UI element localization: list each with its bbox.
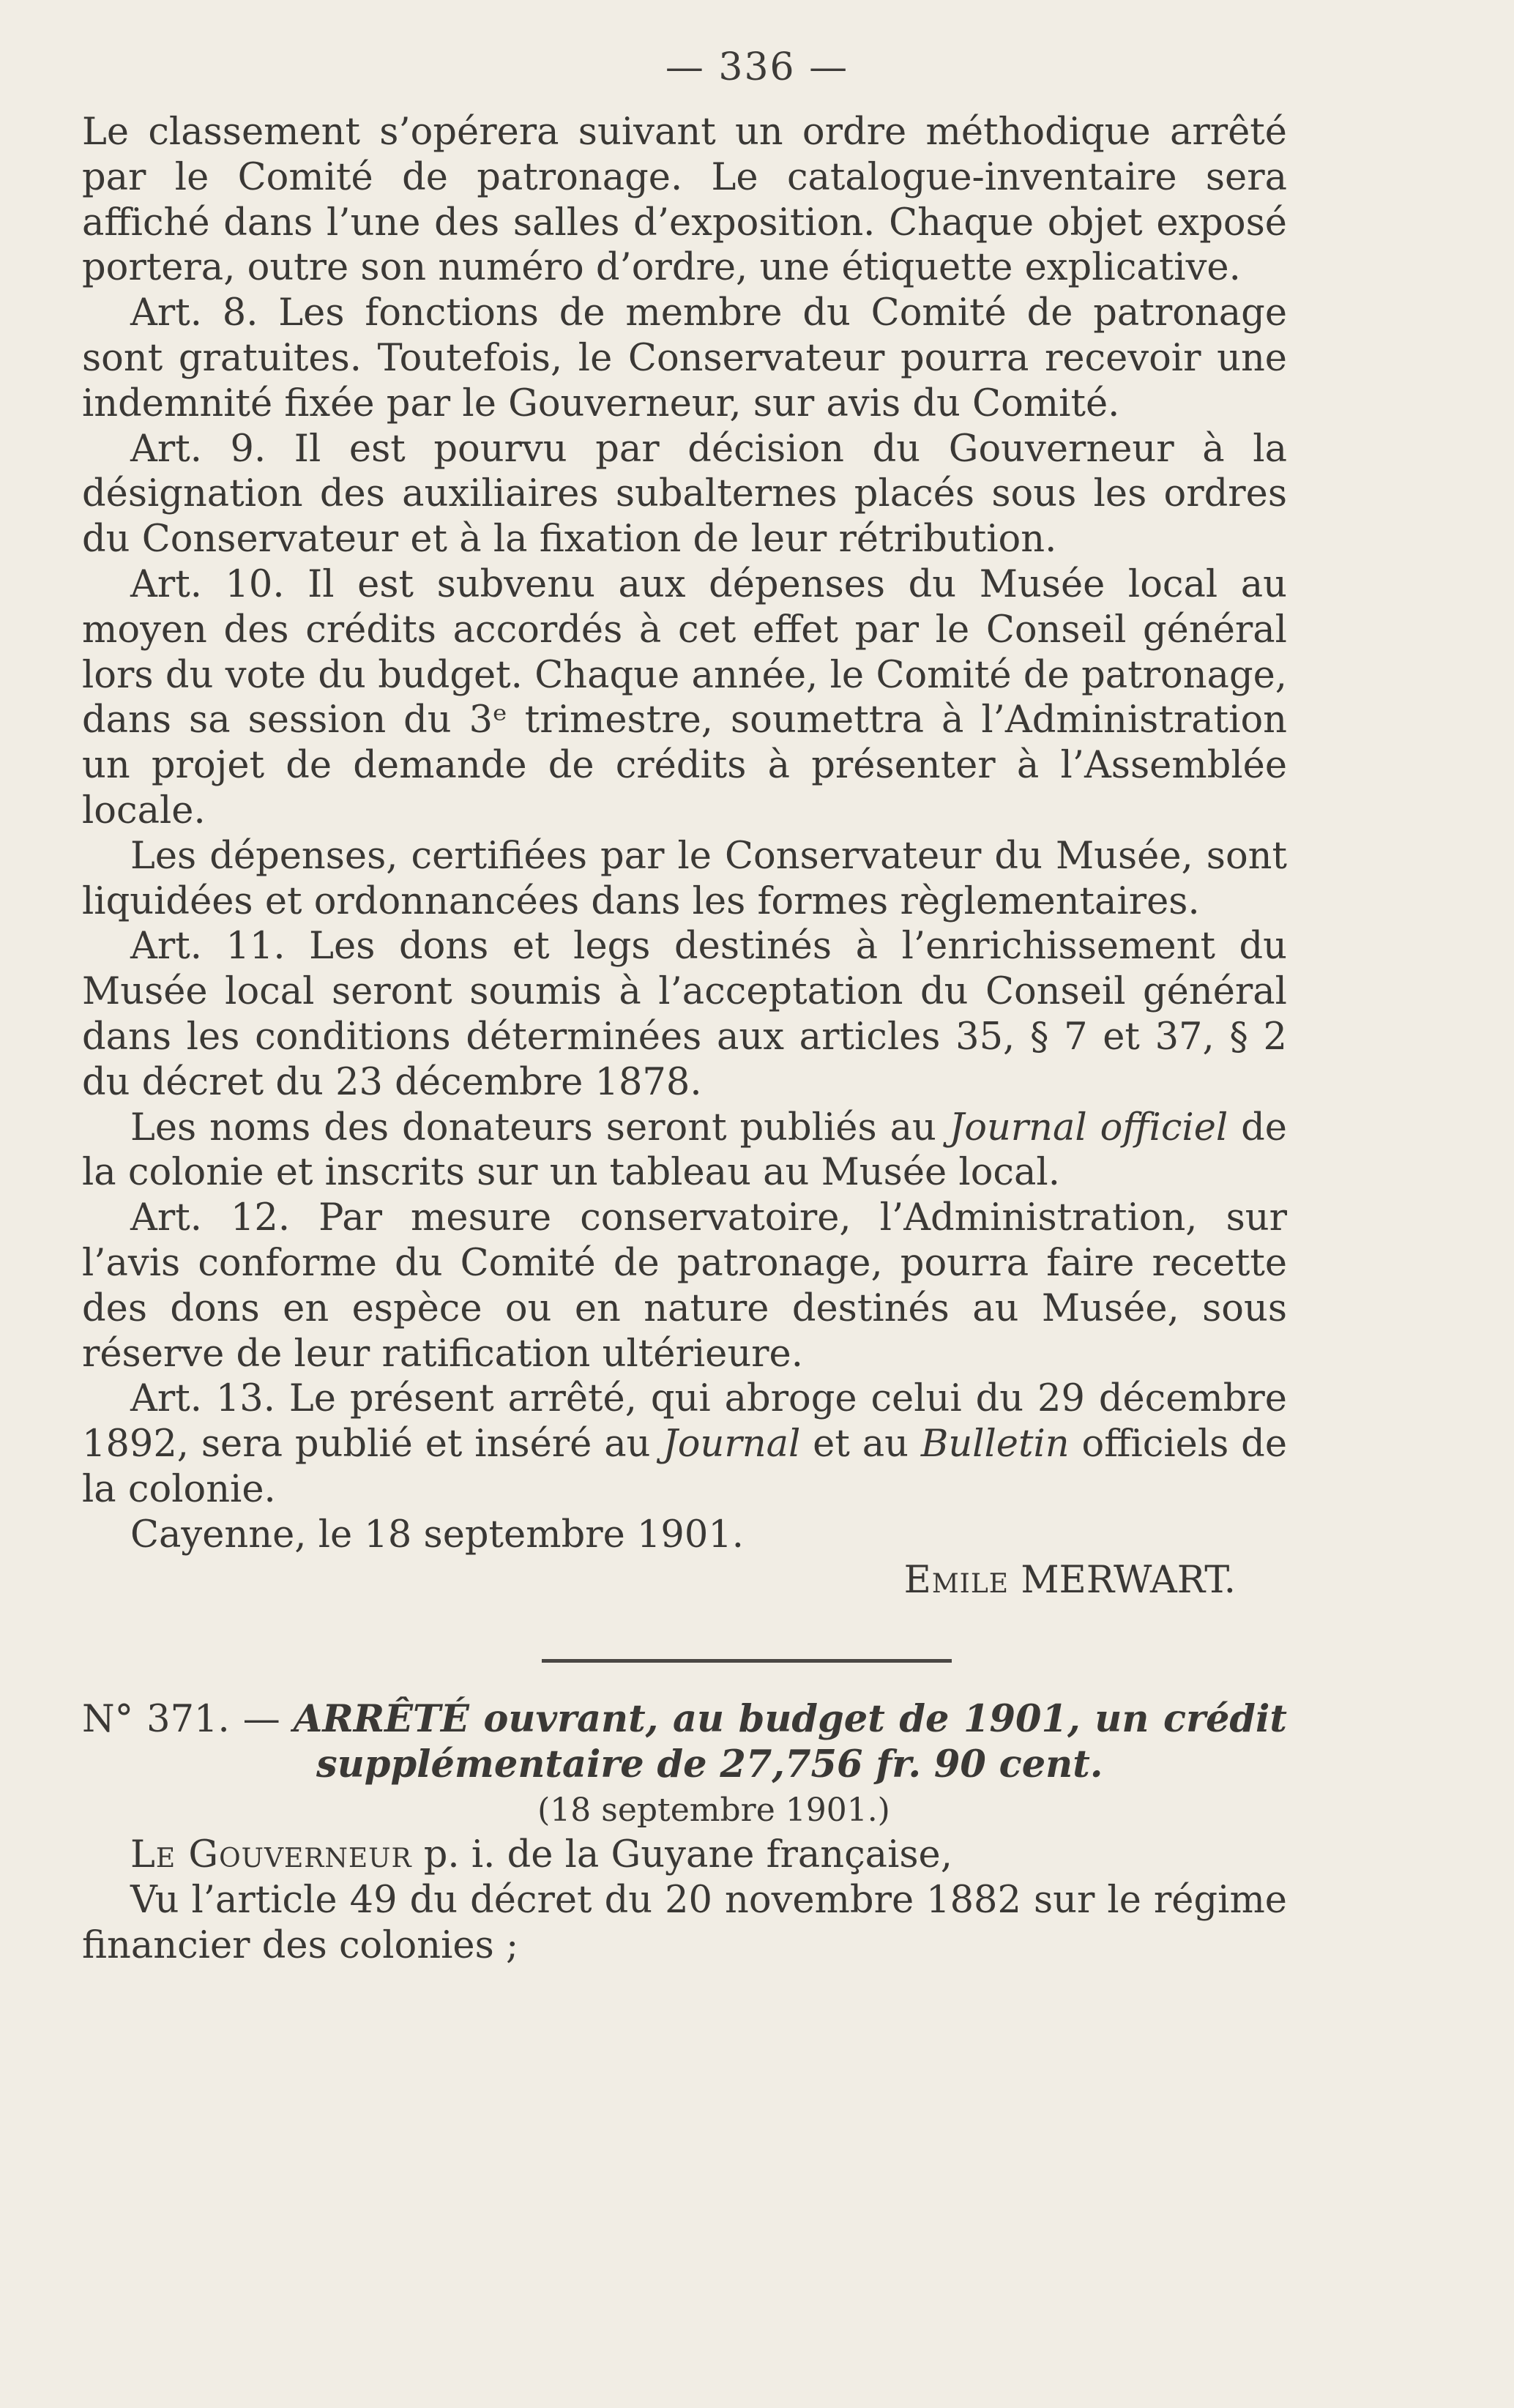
vu-article-49: Vu l’article 49 du décret du 20 novembre 1882 sur le régime financier des colonies ;: [82, 1879, 1287, 1967]
decree-number: N° 371.: [82, 1698, 230, 1741]
bulletin-title: Bulletin: [920, 1423, 1070, 1466]
place-date: Cayenne, le 18 septembre 1901.: [130, 1513, 744, 1557]
governor-title: Le Gouverneur: [130, 1833, 412, 1877]
paragraph-art-8: Art. 8. Les fonctions de membre du Comité de patronage sont gratuites. Toutefois, le Conservateur pourra recevoir une indemnité fixée par le Gouverneur, sur avis du Comité.: [82, 291, 1287, 425]
paragraph-art-9: Art. 9. Il est pourvu par décision du Gouverneur à la désignation des auxiliaires subalternes placés sous les ordres du Conservateur et à la fixation de leur rétribution.: [82, 427, 1287, 562]
decree-text-continued: [82, 110, 1287, 1603]
page-number: — 336 —: [665, 45, 849, 89]
journal-title: Journal: [663, 1423, 801, 1466]
paragraph-donateurs: [82, 1106, 1287, 1196]
decree-heading: [82, 1697, 1287, 1788]
decree-date: (18 septembre 1901.): [537, 1791, 890, 1829]
signature: [82, 1558, 1287, 1603]
governor-line: [82, 1833, 1287, 1878]
journal-officiel-title: Journal officiel: [949, 1106, 1228, 1149]
signature-last-name: MERWART.: [1021, 1558, 1236, 1602]
governor-rest: p. i. de la Guyane française,: [411, 1833, 952, 1877]
section-divider: [542, 1659, 952, 1663]
decree-title: ARRÊTÉ ouvrant, au budget de 1901, un crédit supplémentaire de 27,756 fr. 90 cent.: [293, 1697, 1287, 1786]
donateurs-text-before: Les noms des donateurs seront publiés au: [130, 1106, 950, 1149]
paragraph-art-12: Art. 12. Par mesure conservatoire, l’Administration, sur l’avis conforme du Comité de patronage, pourra faire recette des dons en espèce ou en nature destinés au Musée, sous réserve de leur ratification ultérieure.: [82, 1196, 1287, 1376]
decree-371: [82, 1697, 1287, 1969]
paragraph-art-11: Art. 11. Les dons et legs destinés à l’enrichissement du Musée local seront soumis à l’acceptation du Conseil général dans les conditions déterminées aux articles 35, § 7 et 37, § 2 du décret du 23 décembre 1878.: [82, 925, 1287, 1104]
paragraph-art-10: Art. 10. Il est subvenu aux dépenses du Musée local au moyen des crédits accordés à cet effet par le Conseil général lors du vote du budget. Chaque année, le Comité de patronage, dans sa session du 3ᵉ trimestre, soumettra à l’Administration un projet de demande de crédits à présenter à l’Assemblée locale.: [82, 562, 1287, 832]
decree-dash: —: [242, 1698, 280, 1741]
paragraph-art-13: [82, 1376, 1287, 1512]
donateurs-text-after: de la colonie et inscrits sur un tableau au Musée local.: [82, 1106, 1287, 1195]
paragraph-depenses: Les dépenses, certifiées par le Conservateur du Musée, sont liquidées et ordonnancées dans les formes règlementaires.: [82, 834, 1287, 923]
art-13-text-after: officiels de la colonie.: [82, 1423, 1288, 1511]
paragraph-classement: Le classement s’opérera suivant un ordre méthodique arrêté par le Comité de patronage. Le catalogue-inventaire sera affiché dans l’une des salles d’exposition. Chaque objet exposé portera, outre son numéro d’ordre, une étiquette explicative.: [82, 111, 1287, 290]
art-13-text-before: Art. 13. Le présent arrêté, qui abroge celui du 29 décembre 1892, sera publié et inséré au: [82, 1377, 1287, 1466]
signature-first-name: Emile: [903, 1558, 1010, 1602]
art-13-text-middle: et au: [800, 1423, 921, 1466]
